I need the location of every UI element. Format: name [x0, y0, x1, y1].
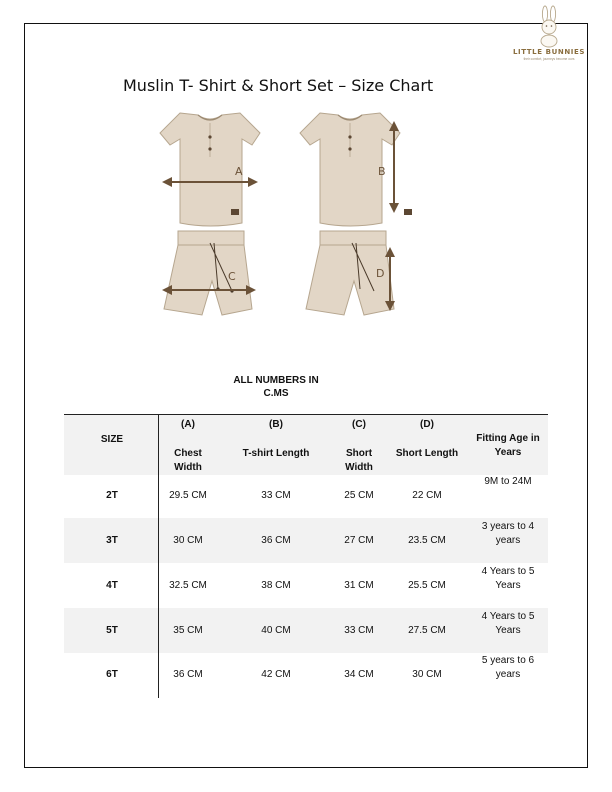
cell-tshirt-length: 36 CM: [261, 535, 291, 546]
cell-chest-width: 32.5 CM: [169, 580, 207, 591]
header-tshirt-length: T-shirt Length: [242, 448, 310, 459]
shorts-front-illustration: [164, 231, 254, 315]
header-letter-b: (B): [269, 419, 283, 430]
units-note: ALL NUMBERS IN C.MS: [233, 375, 319, 399]
brand-tagline: their comfort, journeys become ours: [523, 57, 575, 61]
cell-tshirt-length: 42 CM: [261, 669, 291, 680]
table-top-rule: [64, 414, 548, 415]
header-letter-a: (A): [181, 419, 195, 430]
cell-fitting-age: 9M to 24M: [484, 476, 532, 487]
header-size: SIZE: [100, 434, 124, 445]
cell-size: 6T: [106, 669, 118, 680]
size-column-divider: [158, 414, 159, 698]
cell-short-length: 22 CM: [412, 490, 442, 501]
cell-short-width: 31 CM: [344, 580, 374, 591]
brand-name: LITTLE BUNNIES: [512, 48, 586, 56]
cell-chest-width: 30 CM: [173, 535, 203, 546]
header-chest-width: Chest Width: [174, 448, 202, 473]
cell-short-width: 34 CM: [344, 669, 374, 680]
cell-fitting-age: 4 Years to 5 Years: [481, 566, 535, 591]
cell-chest-width: 36 CM: [173, 669, 203, 680]
cell-short-width: 25 CM: [344, 490, 374, 501]
cell-chest-width: 35 CM: [173, 625, 203, 636]
page-title: Muslin T- Shirt & Short Set – Size Chart: [123, 76, 434, 95]
cell-short-length: 30 CM: [412, 669, 442, 680]
header-letter-d: (D): [420, 419, 434, 430]
cell-fitting-age: 3 years to 4 years: [481, 521, 535, 546]
header-fitting-age: Fitting Age in Years: [476, 433, 540, 458]
cell-short-length: 27.5 CM: [408, 625, 446, 636]
label-c: C: [228, 270, 236, 283]
cell-short-length: 25.5 CM: [408, 580, 446, 591]
cell-tshirt-length: 38 CM: [261, 580, 291, 591]
cell-short-width: 27 CM: [344, 535, 374, 546]
label-a: A: [235, 165, 243, 178]
cell-size: 4T: [106, 580, 118, 591]
cell-short-width: 33 CM: [344, 625, 374, 636]
header-letter-c: (C): [352, 419, 366, 430]
bunny-icon: [506, 4, 592, 48]
header-short-width: Short Width: [345, 448, 373, 473]
tshirt-back-illustration: [300, 113, 412, 226]
cell-short-length: 23.5 CM: [408, 535, 446, 546]
garment-measurement-diagram: [140, 105, 440, 325]
cell-tshirt-length: 40 CM: [261, 625, 291, 636]
label-b: B: [378, 165, 386, 178]
tshirt-front-illustration: [160, 113, 260, 226]
brand-logo: [506, 4, 592, 64]
cell-chest-width: 29.5 CM: [169, 490, 207, 501]
label-d: D: [376, 267, 385, 280]
header-short-length: Short Length: [395, 448, 459, 459]
cell-size: 5T: [106, 625, 118, 636]
cell-fitting-age: 4 Years to 5 Years: [481, 611, 535, 636]
cell-fitting-age: 5 years to 6 years: [481, 655, 535, 680]
cell-size: 2T: [106, 490, 118, 501]
cell-tshirt-length: 33 CM: [261, 490, 291, 501]
cell-size: 3T: [106, 535, 118, 546]
